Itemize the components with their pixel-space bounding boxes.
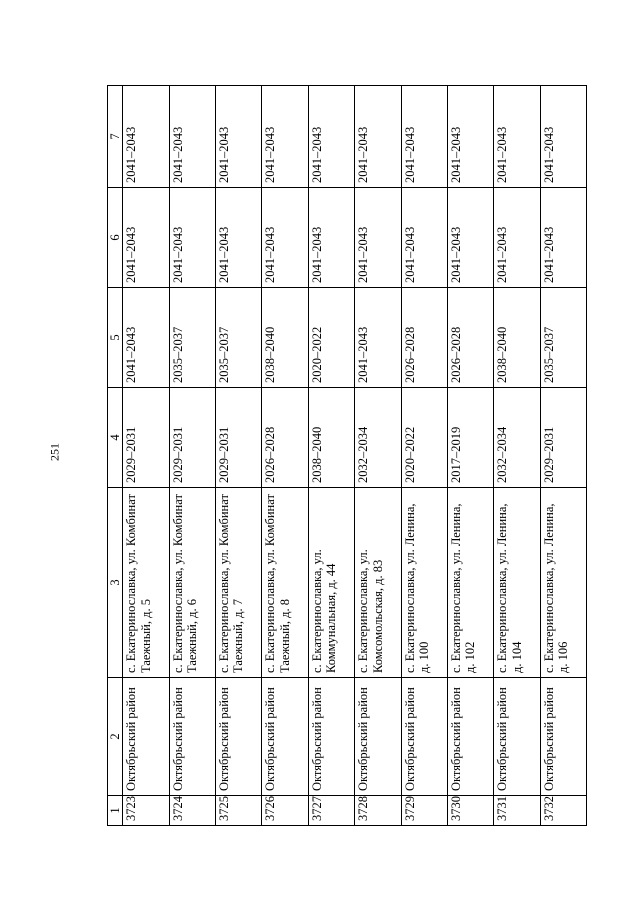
row-number: 3727 xyxy=(308,796,354,826)
table-row xyxy=(262,86,308,826)
registry-table xyxy=(107,85,587,826)
district-cell: Октябрьский район xyxy=(169,678,215,796)
period-cell: 2041–2043 xyxy=(355,188,401,288)
address-cell: с. Екатеринославка, ул. Ленина, д. 104 xyxy=(494,488,540,678)
table-row xyxy=(540,86,586,826)
column-header: 4 xyxy=(108,388,123,488)
district-cell: Октябрьский район xyxy=(355,678,401,796)
district-cell: Октябрьский район xyxy=(401,678,447,796)
period-cell: 2041–2043 xyxy=(308,188,354,288)
period-cell: 2020–2022 xyxy=(401,388,447,488)
table-row xyxy=(123,86,169,826)
period-cell: 2041–2043 xyxy=(216,86,262,188)
table-row xyxy=(401,86,447,826)
table-row xyxy=(169,86,215,826)
period-cell: 2041–2043 xyxy=(123,288,169,388)
district-cell: Октябрьский район xyxy=(216,678,262,796)
period-cell: 2026–2028 xyxy=(447,288,493,388)
row-number: 3729 xyxy=(401,796,447,826)
table-row xyxy=(355,86,401,826)
period-cell: 2032–2034 xyxy=(494,388,540,488)
district-cell: Октябрьский район xyxy=(494,678,540,796)
period-cell: 2026–2028 xyxy=(401,288,447,388)
period-cell: 2041–2043 xyxy=(262,188,308,288)
address-cell: с. Екатеринославка, ул. Комбинат Таежный, д. 5 xyxy=(123,488,169,678)
column-header: 6 xyxy=(108,188,123,288)
period-cell: 2017–2019 xyxy=(447,388,493,488)
address-cell: с. Екатеринославка, ул. Ленина, д. 102 xyxy=(447,488,493,678)
period-cell: 2020–2022 xyxy=(308,288,354,388)
period-cell: 2026–2028 xyxy=(262,388,308,488)
column-header: 5 xyxy=(108,288,123,388)
period-cell: 2029–2031 xyxy=(540,388,586,488)
table-row xyxy=(494,86,540,826)
period-cell: 2029–2031 xyxy=(169,388,215,488)
district-cell: Октябрьский район xyxy=(262,678,308,796)
column-header: 3 xyxy=(108,488,123,678)
address-cell: с. Екатеринославка, ул. Комбинат Таежный, д. 7 xyxy=(216,488,262,678)
page-number: 251 xyxy=(47,443,62,461)
district-cell: Октябрьский район xyxy=(540,678,586,796)
period-cell: 2035–2037 xyxy=(169,288,215,388)
period-cell: 2041–2043 xyxy=(169,188,215,288)
column-header: 2 xyxy=(108,678,123,796)
period-cell: 2035–2037 xyxy=(216,288,262,388)
period-cell: 2041–2043 xyxy=(355,288,401,388)
period-cell: 2041–2043 xyxy=(262,86,308,188)
table-header-row xyxy=(108,86,123,826)
period-cell: 2041–2043 xyxy=(447,188,493,288)
row-number: 3730 xyxy=(447,796,493,826)
district-cell: Октябрьский район xyxy=(123,678,169,796)
address-cell: с. Екатеринославка, ул. Ленина, д. 106 xyxy=(540,488,586,678)
row-number: 3731 xyxy=(494,796,540,826)
district-cell: Октябрьский район xyxy=(447,678,493,796)
row-number: 3732 xyxy=(540,796,586,826)
period-cell: 2041–2043 xyxy=(169,86,215,188)
period-cell: 2041–2043 xyxy=(216,188,262,288)
period-cell: 2041–2043 xyxy=(401,86,447,188)
district-cell: Октябрьский район xyxy=(308,678,354,796)
table-row xyxy=(216,86,262,826)
period-cell: 2032–2034 xyxy=(355,388,401,488)
period-cell: 2041–2043 xyxy=(355,86,401,188)
period-cell: 2041–2043 xyxy=(123,86,169,188)
row-number: 3724 xyxy=(169,796,215,826)
column-header: 7 xyxy=(108,86,123,188)
period-cell: 2038–2040 xyxy=(262,288,308,388)
address-cell: с. Екатеринославка, ул. Комбинат Таежный, д. 6 xyxy=(169,488,215,678)
period-cell: 2035–2037 xyxy=(540,288,586,388)
period-cell: 2029–2031 xyxy=(123,388,169,488)
period-cell: 2041–2043 xyxy=(447,86,493,188)
period-cell: 2038–2040 xyxy=(308,388,354,488)
registry-table-container xyxy=(107,86,587,826)
table-row xyxy=(308,86,354,826)
period-cell: 2041–2043 xyxy=(401,188,447,288)
period-cell: 2041–2043 xyxy=(123,188,169,288)
period-cell: 2041–2043 xyxy=(540,188,586,288)
row-number: 3723 xyxy=(123,796,169,826)
period-cell: 2041–2043 xyxy=(494,188,540,288)
address-cell: с. Екатеринославка, ул. Комсомольская, д. 83 xyxy=(355,488,401,678)
period-cell: 2041–2043 xyxy=(494,86,540,188)
table-row xyxy=(447,86,493,826)
address-cell: с. Екатеринославка, ул. Комбинат Таежный, д. 8 xyxy=(262,488,308,678)
period-cell: 2041–2043 xyxy=(308,86,354,188)
row-number: 3726 xyxy=(262,796,308,826)
period-cell: 2041–2043 xyxy=(540,86,586,188)
row-number: 3725 xyxy=(216,796,262,826)
column-header: 1 xyxy=(108,796,123,826)
address-cell: с. Екатеринославка, ул. Ленина, д. 100 xyxy=(401,488,447,678)
period-cell: 2029–2031 xyxy=(216,388,262,488)
period-cell: 2038–2040 xyxy=(494,288,540,388)
row-number: 3728 xyxy=(355,796,401,826)
address-cell: с. Екатеринославка, ул. Коммунальная, д. 44 xyxy=(308,488,354,678)
